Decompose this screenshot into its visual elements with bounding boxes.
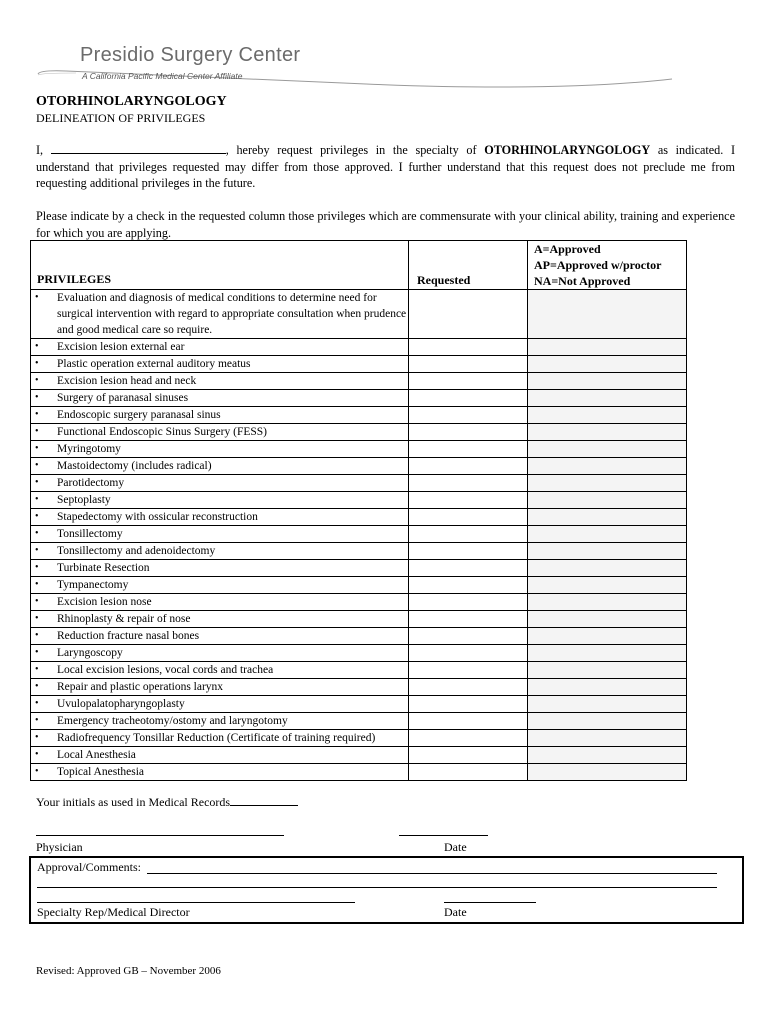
table-row: [31, 679, 687, 696]
approval-status-cell[interactable]: [528, 560, 687, 577]
physician-date-label: Date: [444, 840, 467, 854]
privilege-cell: [31, 764, 409, 781]
privilege-cell: [31, 339, 409, 356]
bullet-icon: •: [35, 494, 39, 505]
approval-status-cell[interactable]: [528, 764, 687, 781]
bullet-icon: •: [35, 528, 39, 539]
privilege-label: Stapedectomy with ossicular reconstruction: [57, 511, 258, 523]
approval-comments-line-1[interactable]: [147, 873, 717, 874]
bullet-icon: •: [35, 766, 39, 777]
bullet-icon: •: [35, 579, 39, 590]
bullet-icon: •: [35, 596, 39, 607]
privilege-cell: [31, 373, 409, 390]
approval-status-cell[interactable]: [528, 696, 687, 713]
privilege-label: Endoscopic surgery paranasal sinus: [57, 409, 221, 421]
approval-status-cell[interactable]: [528, 339, 687, 356]
table-row: [31, 475, 687, 492]
privilege-label: Excision lesion nose: [57, 596, 152, 608]
privilege-cell: [31, 407, 409, 424]
privilege-label: Local Anesthesia: [57, 749, 136, 761]
requested-checkbox-cell[interactable]: [409, 696, 528, 713]
requested-checkbox-cell[interactable]: [409, 526, 528, 543]
approval-status-cell[interactable]: [528, 492, 687, 509]
requested-checkbox-cell[interactable]: [409, 492, 528, 509]
approval-status-cell[interactable]: [528, 373, 687, 390]
rep-date-line[interactable]: [444, 902, 536, 903]
approval-status-cell[interactable]: [528, 356, 687, 373]
privilege-cell: [31, 747, 409, 764]
requested-checkbox-cell[interactable]: [409, 390, 528, 407]
approval-status-cell[interactable]: [528, 611, 687, 628]
approval-status-cell[interactable]: [528, 577, 687, 594]
privilege-item: [31, 424, 408, 440]
legend-approved-proctor: AP=Approved w/proctor: [534, 258, 662, 272]
privilege-cell: [31, 560, 409, 577]
page-title: OTORHINOLARYNGOLOGY: [36, 94, 227, 109]
bullet-icon: •: [35, 292, 39, 303]
bullet-icon: •: [35, 562, 39, 573]
privilege-item: [31, 509, 408, 525]
approval-status-cell[interactable]: [528, 509, 687, 526]
privilege-item: [31, 577, 408, 593]
requested-checkbox-cell[interactable]: [409, 373, 528, 390]
bullet-icon: •: [35, 647, 39, 658]
table-row: [31, 424, 687, 441]
privilege-label: Radiofrequency Tonsillar Reduction (Certificate of training required): [57, 732, 376, 744]
privilege-label: Surgery of paranasal sinuses: [57, 392, 189, 404]
privilege-cell: [31, 696, 409, 713]
table-row: [31, 747, 687, 764]
bullet-icon: •: [35, 375, 39, 386]
privilege-item: [31, 560, 408, 576]
requested-checkbox-cell[interactable]: [409, 339, 528, 356]
requested-checkbox-cell[interactable]: [409, 543, 528, 560]
requested-checkbox-cell[interactable]: [409, 458, 528, 475]
logo-title: Presidio Surgery Center: [80, 44, 301, 66]
table-header-row: [31, 241, 687, 290]
name-blank-line[interactable]: [51, 142, 226, 154]
requested-checkbox-cell[interactable]: [409, 764, 528, 781]
requested-checkbox-cell[interactable]: [409, 441, 528, 458]
approval-status-cell[interactable]: [528, 730, 687, 747]
table-row: [31, 526, 687, 543]
legend-approved: A=Approved: [534, 242, 601, 256]
approval-status-cell[interactable]: [528, 390, 687, 407]
privilege-item: [31, 339, 408, 355]
bullet-icon: •: [35, 664, 39, 675]
requested-checkbox-cell[interactable]: [409, 509, 528, 526]
table-row: [31, 290, 687, 339]
privilege-label: Tonsillectomy and adenoidectomy: [57, 545, 216, 557]
requested-checkbox-cell[interactable]: [409, 645, 528, 662]
privilege-cell: [31, 713, 409, 730]
table-row: [31, 713, 687, 730]
privilege-cell: [31, 645, 409, 662]
privilege-item: [31, 594, 408, 610]
bullet-icon: •: [35, 460, 39, 471]
privilege-item: [31, 696, 408, 712]
rep-label: Specialty Rep/Medical Director: [37, 905, 190, 919]
intro-specialty: OTORHINOLARYNGOLOGY: [484, 143, 651, 157]
requested-checkbox-cell[interactable]: [409, 475, 528, 492]
intro-text-before: , hereby request privileges in the specialty of: [225, 143, 477, 157]
requested-checkbox-cell[interactable]: [409, 611, 528, 628]
table-row: [31, 492, 687, 509]
bullet-icon: •: [35, 358, 39, 369]
privilege-cell: [31, 390, 409, 407]
requested-checkbox-cell[interactable]: [409, 560, 528, 577]
privilege-cell: [31, 611, 409, 628]
privilege-label: Excision lesion external ear: [57, 341, 185, 353]
privilege-label: Local excision lesions, vocal cords and trachea: [57, 664, 274, 676]
approval-status-cell[interactable]: [528, 594, 687, 611]
requested-checkbox-cell[interactable]: [409, 424, 528, 441]
requested-checkbox-cell[interactable]: [409, 730, 528, 747]
table-row: [31, 339, 687, 356]
physician-signature-line[interactable]: [36, 835, 284, 836]
privilege-label: Myringotomy: [57, 443, 121, 455]
privilege-cell: [31, 356, 409, 373]
privilege-label: Rhinoplasty & repair of nose: [57, 613, 191, 625]
privilege-label: Parotidectomy: [57, 477, 125, 489]
privilege-item: [31, 543, 408, 559]
requested-checkbox-cell[interactable]: [409, 407, 528, 424]
privilege-item: [31, 492, 408, 508]
table-row: [31, 730, 687, 747]
privilege-item: [31, 475, 408, 491]
requested-checkbox-cell[interactable]: [409, 679, 528, 696]
privilege-cell: [31, 594, 409, 611]
privilege-item: [31, 645, 408, 661]
privilege-label: Repair and plastic operations larynx: [57, 681, 224, 693]
approval-box: [29, 856, 744, 924]
privilege-label: Turbinate Resection: [57, 562, 150, 574]
table-row: [31, 577, 687, 594]
privilege-cell: [31, 441, 409, 458]
privilege-label: Tonsillectomy: [57, 528, 123, 540]
privilege-cell: [31, 290, 409, 339]
table-row: [31, 594, 687, 611]
bullet-icon: •: [35, 613, 39, 624]
bullet-icon: •: [35, 392, 39, 403]
requested-checkbox-cell[interactable]: [409, 356, 528, 373]
rep-signature-line[interactable]: [37, 902, 355, 903]
privilege-label: Septoplasty: [57, 494, 111, 506]
table-row: [31, 458, 687, 475]
privilege-label: Topical Anesthesia: [57, 766, 145, 778]
privilege-label: Evaluation and diagnosis of medical conditions to determine need for surgical intervention with regard to appropriate consultation when prudence and good medical care so require.: [57, 292, 407, 336]
requested-checkbox-cell[interactable]: [409, 628, 528, 645]
logo: [36, 42, 676, 90]
approval-status-cell[interactable]: [528, 679, 687, 696]
bullet-icon: •: [35, 698, 39, 709]
table-row: [31, 560, 687, 577]
privilege-cell: [31, 509, 409, 526]
page-subtitle: DELINEATION OF PRIVILEGES: [36, 111, 206, 125]
privilege-label: Mastoidectomy (includes radical): [57, 460, 212, 472]
approval-status-cell[interactable]: [528, 645, 687, 662]
approval-status-cell[interactable]: [528, 747, 687, 764]
table-row: [31, 356, 687, 373]
approval-status-cell[interactable]: [528, 290, 687, 339]
privilege-cell: [31, 628, 409, 645]
header-privileges: PRIVILEGES: [37, 272, 112, 286]
privilege-item: [31, 407, 408, 423]
privileges-table: [30, 240, 687, 781]
approval-status-cell[interactable]: [528, 475, 687, 492]
table-row: [31, 764, 687, 781]
approval-comments-line-2[interactable]: [37, 887, 717, 888]
privilege-item: [31, 441, 408, 457]
intro-paragraph: [36, 142, 735, 192]
privilege-cell: [31, 662, 409, 679]
approval-status-cell[interactable]: [528, 628, 687, 645]
revision-footer: Revised: Approved GB – November 2006: [36, 965, 221, 977]
initials-label: Your initials as used in Medical Records: [36, 795, 231, 809]
privilege-cell: [31, 424, 409, 441]
header-legend-cell: [528, 241, 687, 290]
privilege-item: [31, 713, 408, 729]
privilege-label: Emergency tracheotomy/ostomy and laryngotomy: [57, 715, 288, 727]
table-row: [31, 407, 687, 424]
table-row: [31, 662, 687, 679]
privilege-cell: [31, 543, 409, 560]
privilege-item: [31, 611, 408, 627]
requested-checkbox-cell[interactable]: [409, 662, 528, 679]
requested-checkbox-cell[interactable]: [409, 594, 528, 611]
bullet-icon: •: [35, 681, 39, 692]
privilege-item: [31, 730, 408, 746]
table-row: [31, 509, 687, 526]
bullet-icon: •: [35, 630, 39, 641]
bullet-icon: •: [35, 749, 39, 760]
privilege-label: Reduction fracture nasal bones: [57, 630, 200, 642]
header-legend: [528, 241, 686, 289]
physician-label: Physician: [36, 840, 83, 854]
privilege-cell: [31, 475, 409, 492]
privilege-cell: [31, 730, 409, 747]
privilege-item: [31, 458, 408, 474]
table-row: [31, 390, 687, 407]
privilege-item: [31, 356, 408, 372]
legend-not-approved: NA=Not Approved: [534, 274, 631, 288]
approval-status-cell[interactable]: [528, 407, 687, 424]
requested-checkbox-cell[interactable]: [409, 713, 528, 730]
bullet-icon: •: [35, 715, 39, 726]
instructions-paragraph: Please indicate by a check in the requested column those privileges which are commensurate with your clinical ability, training and experience for which you are applying.: [36, 209, 735, 240]
requested-checkbox-cell[interactable]: [409, 290, 528, 339]
privilege-cell: [31, 577, 409, 594]
logo-subtitle: A California Pacific Medical Center Affiliate: [82, 71, 243, 81]
approval-status-cell[interactable]: [528, 713, 687, 730]
intro-text-after: as indicated. I understand that privileges requested may differ from those approved. I further understand that this request does not preclude me from requesting additional privileges in the future.: [36, 143, 736, 190]
bullet-icon: •: [35, 409, 39, 420]
privilege-label: Plastic operation external auditory meatus: [57, 358, 251, 370]
table-row: [31, 628, 687, 645]
privilege-cell: [31, 679, 409, 696]
header-privileges-cell: [31, 241, 409, 290]
header-requested: Requested: [417, 273, 471, 287]
bullet-icon: •: [35, 426, 39, 437]
privilege-label: Functional Endoscopic Sinus Surgery (FESS): [57, 426, 267, 438]
privilege-item: [31, 747, 408, 763]
approval-status-cell[interactable]: [528, 424, 687, 441]
table-row: [31, 441, 687, 458]
initials-field: [36, 795, 298, 810]
privilege-label: Tympanectomy: [57, 579, 129, 591]
table-row: [31, 696, 687, 713]
privilege-cell: [31, 526, 409, 543]
privilege-label: Excision lesion head and neck: [57, 375, 197, 387]
privilege-item: [31, 290, 408, 338]
approval-status-cell[interactable]: [528, 543, 687, 560]
rep-date-label: Date: [444, 905, 467, 919]
approval-status-cell[interactable]: [528, 441, 687, 458]
privilege-item: [31, 628, 408, 644]
table-row: [31, 611, 687, 628]
bullet-icon: •: [35, 545, 39, 556]
table-row: [31, 645, 687, 662]
approval-status-cell[interactable]: [528, 662, 687, 679]
approval-status-cell[interactable]: [528, 458, 687, 475]
physician-date-line[interactable]: [399, 835, 488, 836]
requested-checkbox-cell[interactable]: [409, 747, 528, 764]
requested-checkbox-cell[interactable]: [409, 577, 528, 594]
bullet-icon: •: [35, 732, 39, 743]
privilege-cell: [31, 492, 409, 509]
header-requested-cell: [409, 241, 528, 290]
bullet-icon: •: [35, 341, 39, 352]
privilege-item: [31, 662, 408, 678]
privilege-item: [31, 390, 408, 406]
bullet-icon: •: [35, 477, 39, 488]
privilege-label: Laryngoscopy: [57, 647, 123, 659]
privilege-item: [31, 373, 408, 389]
privilege-label: Uvulopalatopharyngoplasty: [57, 698, 185, 710]
bullet-icon: •: [35, 443, 39, 454]
approval-status-cell[interactable]: [528, 526, 687, 543]
initials-blank-line[interactable]: [230, 795, 298, 806]
privilege-item: [31, 679, 408, 695]
intro-prefix: I,: [36, 143, 44, 157]
approval-label: Approval/Comments:: [37, 860, 141, 874]
table-row: [31, 543, 687, 560]
privilege-cell: [31, 458, 409, 475]
privilege-item: [31, 764, 408, 780]
bullet-icon: •: [35, 511, 39, 522]
privilege-item: [31, 526, 408, 542]
table-row: [31, 373, 687, 390]
